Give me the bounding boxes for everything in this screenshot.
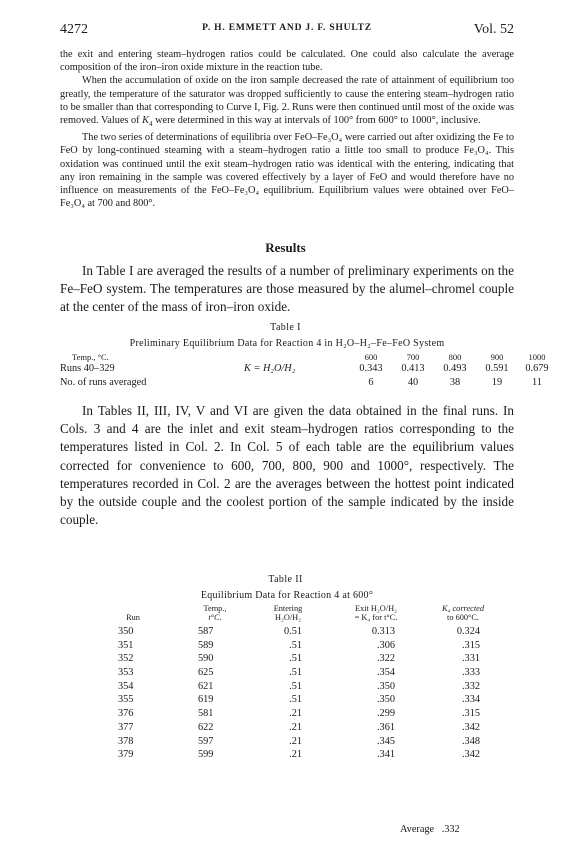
- table-cell: .51: [289, 653, 302, 665]
- table-cell: .21: [289, 708, 302, 720]
- table-cell: 622: [198, 721, 214, 733]
- table-cell: 0.324: [456, 626, 480, 637]
- table-cell: .342: [461, 721, 480, 733]
- paragraph: In Tables II, III, IV, V and VI are given the data obtained in the final runs. In Cols. 3 and 4 are the inlet and exit steam–hydrogen ratios corresponding to the temperatures listed in Col. 2. In Col. 5 of each table are the equilibrium values corrected for convenience to 600, 700, 800, 900 and 1000°, respectively. The temperatures recorded in Col. 2 are the averages between the hottest point indicated by the outside couple and the coolest portion of the sample indicated by the inside couple.: [60, 403, 514, 528]
- table-1: [60, 352, 549, 391]
- table-cell: .350: [376, 680, 395, 692]
- table-cell: 38: [449, 377, 461, 388]
- table-title: Equilibrium Data for Reaction 4 at 600°: [200, 590, 374, 601]
- table-header-row: [60, 352, 546, 363]
- running-header: [60, 22, 514, 40]
- results-description-text: [60, 402, 514, 529]
- table-header-cell: 800: [448, 352, 462, 362]
- table-cell: 352: [118, 653, 134, 665]
- table-cell: .342: [461, 749, 480, 761]
- table-row: [118, 681, 498, 695]
- average-label: Average: [400, 824, 435, 835]
- table-row: [60, 363, 549, 377]
- table-cell: .315: [461, 708, 480, 720]
- table-cell: 378: [118, 735, 134, 747]
- table-header-cell: 1000: [528, 352, 546, 362]
- table-cell: .354: [376, 667, 395, 679]
- table-cell: 0.679: [525, 363, 549, 374]
- paragraph: When the accumulation of oxide on the iron sample decreased the rate of attainment of equilibrium too greatly, the temperature of the saturator was dropped sufficiently to cause the entering steam–hydrogen ratio to be smaller than that corresponding to Curve I, Fig. 2. Runs were then continued until most of the oxide was removed. Values of $K_4$ were determined in this way at intervals of 100° from 600° to 1000°, inclusive.: [60, 75, 514, 129]
- table-caption: Table II: [268, 574, 303, 585]
- table-cell: 587: [198, 626, 214, 637]
- volume-number: Vol. 52: [473, 22, 514, 37]
- paragraph: the exit and entering steam–hydrogen ratios could be calculated. One could also calculate the average composition of the iron–iron oxide mixture in the reaction tube.: [60, 49, 514, 74]
- table-cell: .21: [289, 721, 302, 733]
- table-cell: 0.51: [283, 626, 302, 637]
- table-row: [118, 722, 498, 736]
- paragraph: The two series of determinations of equilibria over FeO–Fe₃O₄ were carried out after oxidizing the Fe to FeO by long-continued steaming with a steam–hydrogen ratio a little too small to produce Fe₃O₄. This oxidation was continued until the exit steam–hydrogen ratio was identical with the entering, indicating that any iron remaining in the sample was covered effectively by a layer of FeO and would therefore have no influence on measurements of the FeO–Fe₃O₄ equilibrium. Equilibrium values were obtained over FeO–Fe₃O₄ at 700 and 800°.: [60, 132, 514, 210]
- table-header-cell: Exit H₂O/H₂ = K₄ for t°C.: [354, 604, 398, 622]
- table-cell: .21: [289, 735, 302, 747]
- table-cell: 0.591: [485, 363, 509, 374]
- table-cell: 621: [198, 680, 214, 692]
- table-cell: .348: [461, 735, 480, 747]
- table-row: [118, 694, 498, 708]
- table-cell: 379: [118, 749, 134, 761]
- table-cell: K = H₂O/H₂: [244, 363, 296, 374]
- table-2: [118, 604, 498, 763]
- table-header-row: [118, 604, 498, 626]
- table-row: [118, 736, 498, 750]
- table-header-cell: Temp., t°C.: [203, 604, 227, 622]
- table-header-cell: 600: [364, 352, 378, 362]
- methods-text: [60, 48, 514, 210]
- table-cell: 40: [407, 377, 419, 388]
- table-cell: .51: [289, 667, 302, 679]
- results-intro-text: [60, 262, 514, 317]
- table-cell: 619: [198, 694, 214, 706]
- table-cell: 589: [198, 639, 214, 651]
- table-cell: .345: [376, 735, 395, 747]
- table-cell: 597: [198, 735, 214, 747]
- section-heading: Results: [265, 240, 306, 255]
- table-header-cell: 700: [406, 352, 420, 362]
- table-cell: 11: [532, 377, 542, 388]
- table-cell: .341: [376, 749, 395, 761]
- table-cell: 0.493: [443, 363, 467, 374]
- table-cell: 590: [198, 653, 214, 665]
- table-cell: 19: [491, 377, 503, 388]
- table-cell: .51: [289, 694, 302, 706]
- table-header-cell: Temp., °C.: [72, 352, 109, 362]
- table-cell: No. of runs averaged: [60, 377, 147, 388]
- table-cell: .333: [461, 667, 480, 679]
- table-cell: .21: [289, 749, 302, 761]
- table-row: [118, 653, 498, 667]
- table-body: [118, 626, 498, 763]
- table-row: [60, 377, 542, 391]
- table-cell: .306: [376, 639, 395, 651]
- table-title: Preliminary Equilibrium Data for Reaction 4 in H₂O–H₂–Fe–FeO System: [129, 338, 445, 349]
- average-row: [400, 824, 460, 835]
- table-cell: .361: [376, 721, 395, 733]
- table-cell: 350: [118, 626, 134, 637]
- table-cell: 351: [118, 639, 134, 651]
- table-caption: Table I: [270, 322, 301, 333]
- table-cell: 581: [198, 708, 214, 720]
- paragraph: In Table I are averaged the results of a number of preliminary experiments on the Fe–FeO system. The temperatures are those measured by the alumel–chromel couple at the center of the mass of iron–iron oxide.: [60, 263, 514, 315]
- table-cell: 625: [198, 667, 214, 679]
- page-number: 4272: [60, 22, 88, 37]
- table-cell: .299: [376, 708, 395, 720]
- table-cell: .315: [461, 639, 480, 651]
- table-header-cell: Entering H₂O/H₂: [273, 604, 303, 622]
- table-cell: 377: [118, 721, 134, 733]
- table-row: [118, 749, 498, 763]
- table-row: [118, 626, 498, 640]
- table-header-cell: K₄ corrected to 600°C.: [442, 604, 484, 622]
- average-value: .332: [441, 824, 460, 835]
- table-cell: 0.313: [371, 626, 395, 637]
- table-row: [118, 667, 498, 681]
- table-cell: 599: [198, 749, 214, 761]
- table-row: [118, 640, 498, 654]
- table-row: [118, 708, 498, 722]
- table-cell: .350: [376, 694, 395, 706]
- table-cell: Runs 40–329: [60, 363, 115, 374]
- table-cell: 353: [118, 667, 134, 679]
- table-cell: .334: [461, 694, 480, 706]
- table-cell: .331: [461, 653, 480, 665]
- table-header-cell: 900: [490, 352, 504, 362]
- table-cell: 376: [118, 708, 134, 720]
- table-cell: .51: [289, 639, 302, 651]
- table-cell: 354: [118, 680, 134, 692]
- table-cell: 0.343: [359, 363, 383, 374]
- table-header-cell: Run: [126, 613, 140, 622]
- table-cell: .332: [461, 680, 480, 692]
- table-cell: .322: [376, 653, 395, 665]
- table-cell: .51: [289, 680, 302, 692]
- table-cell: 355: [118, 694, 134, 706]
- table-cell: 0.413: [401, 363, 425, 374]
- table-cell: 6: [368, 377, 374, 388]
- author-line: P. H. EMMETT AND J. F. SHULTZ: [202, 23, 372, 33]
